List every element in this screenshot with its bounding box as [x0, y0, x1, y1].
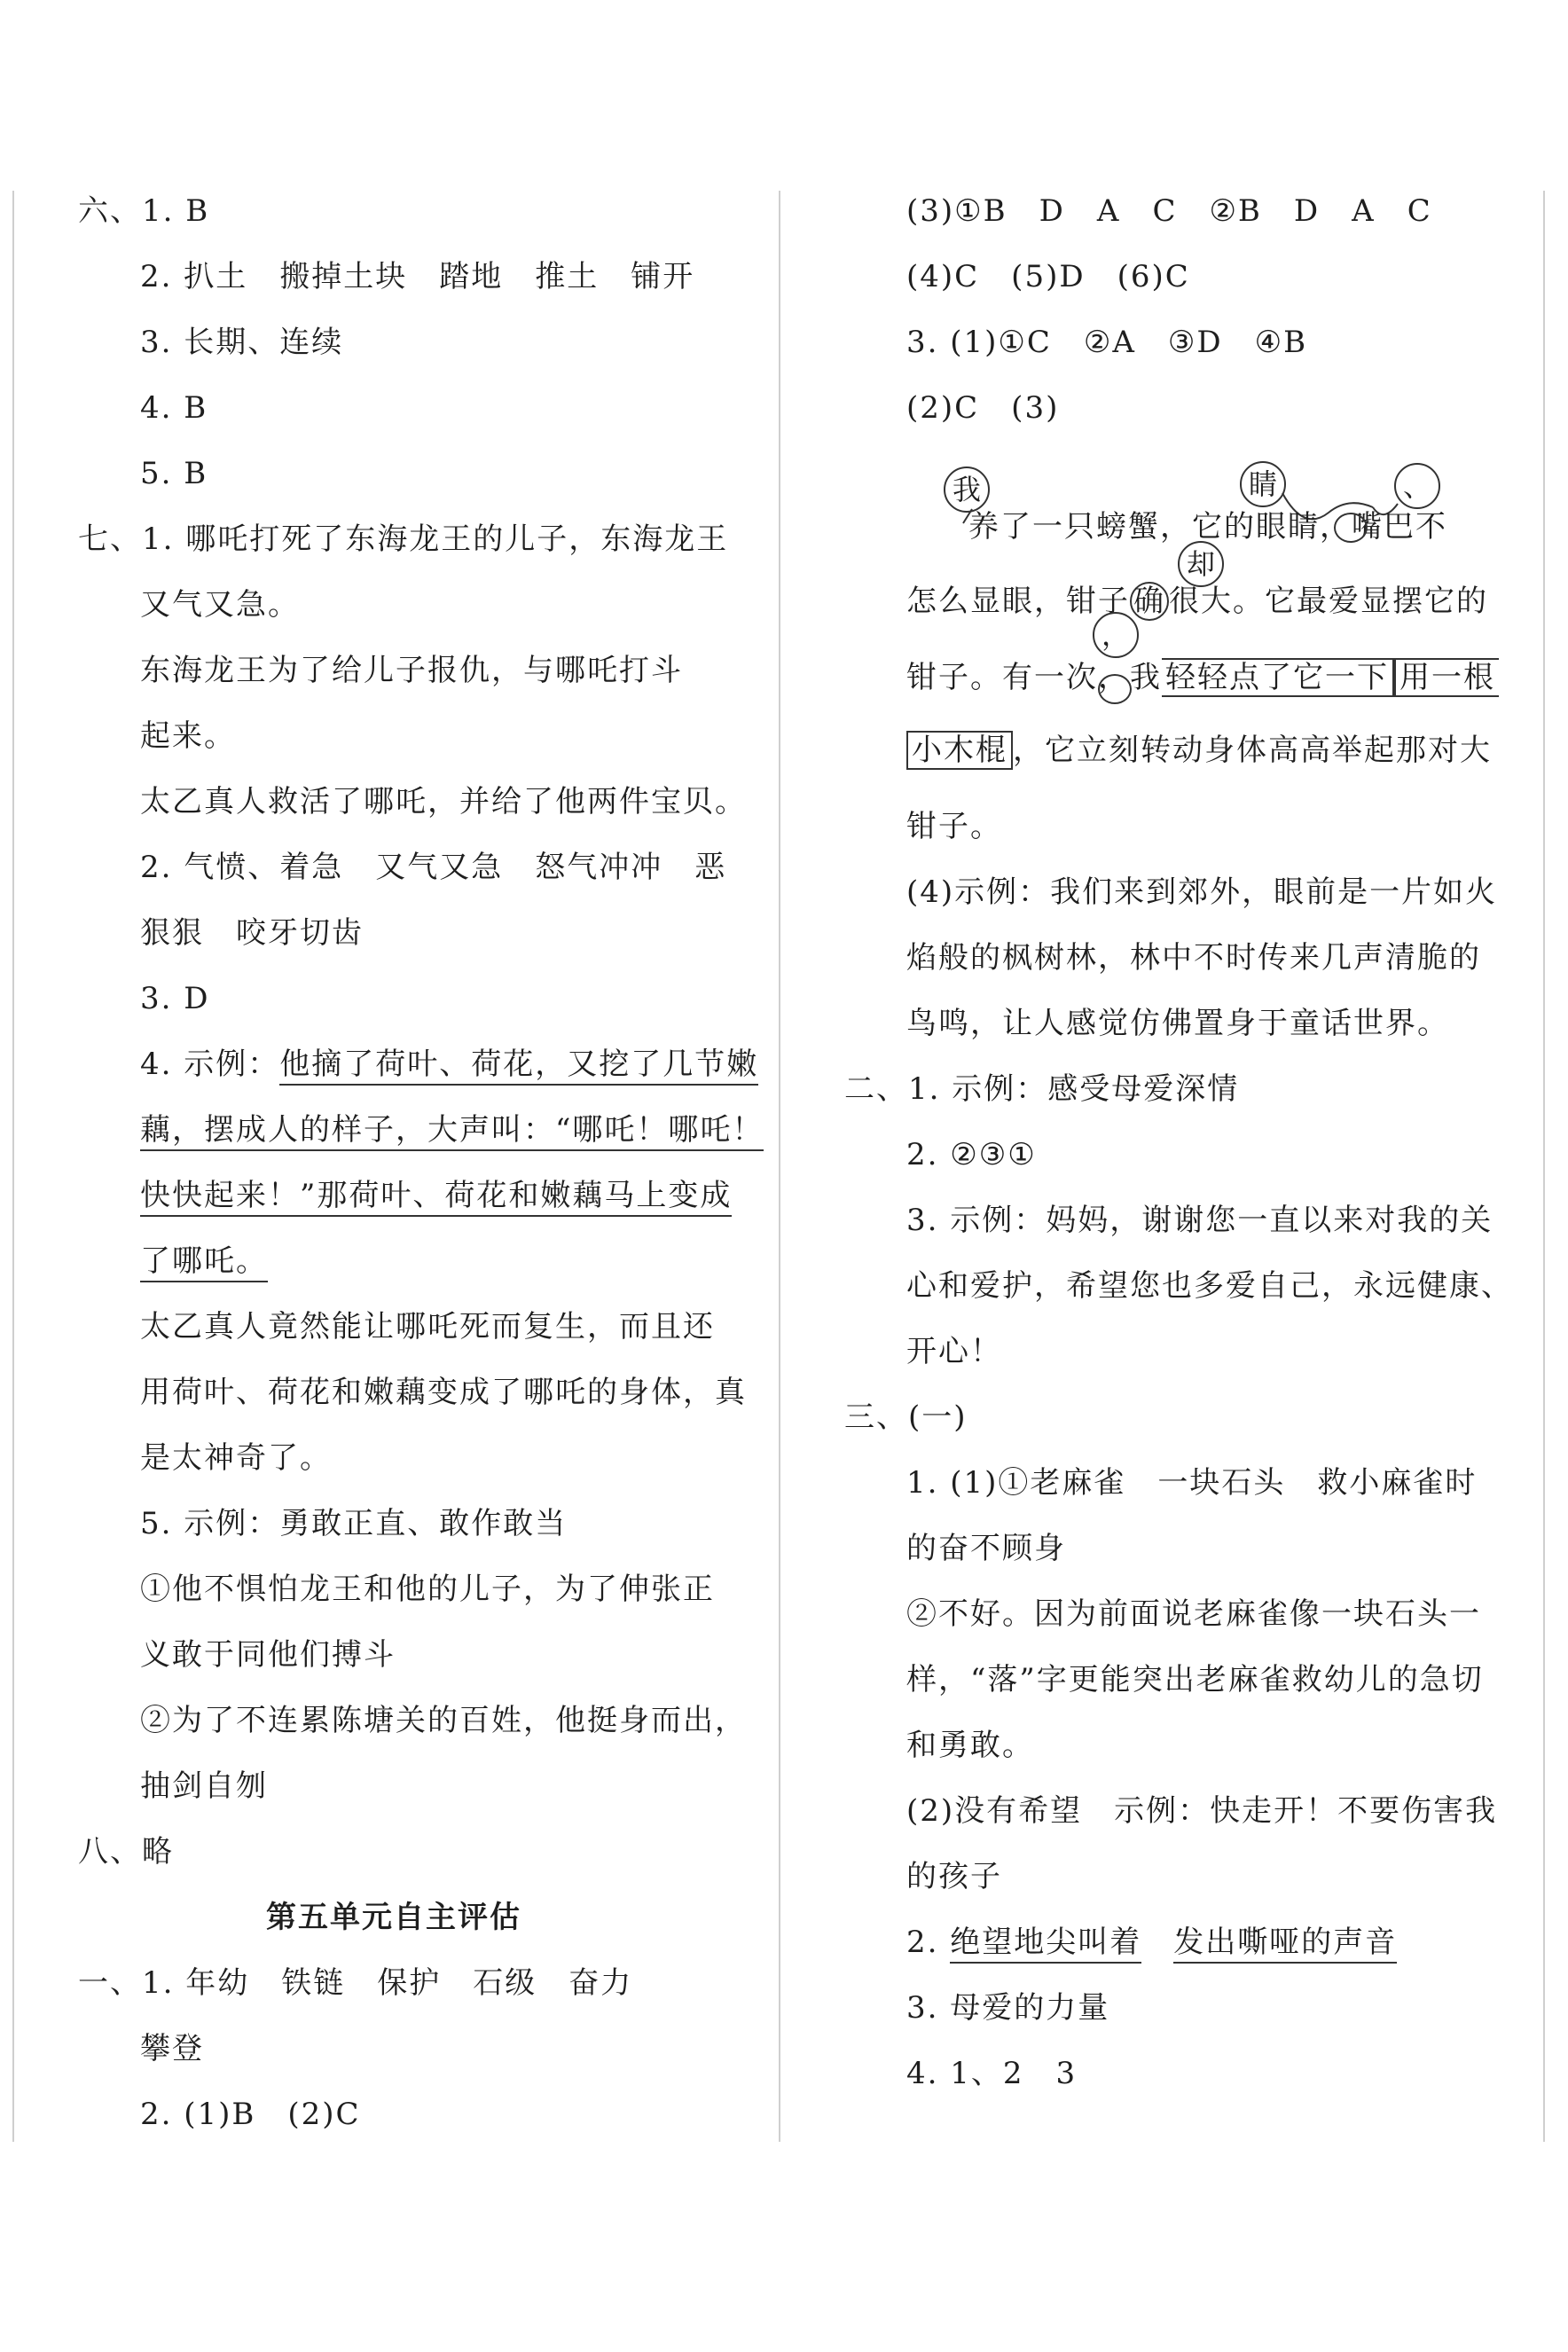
- answer-line: 焰般的枫树林，林中不时传来几声清脆的: [906, 940, 1481, 976]
- answer-line: [140, 1112, 764, 1148]
- inserted-punct-circle: 、: [1394, 463, 1440, 509]
- answer-line: (3)①B D A C ②B D A C: [906, 193, 1432, 229]
- answer-line: 1. (1)①老麻雀 一块石头 救小麻雀时: [906, 1465, 1478, 1501]
- answer-line: 4. B: [140, 390, 208, 426]
- passage-line: [906, 660, 1499, 695]
- answer-line: 鸟鸣，让人感觉仿佛置身于童话世界。: [906, 1006, 1449, 1041]
- answer-prefix: 2.: [906, 1925, 951, 1960]
- answer-line: [140, 1047, 758, 1082]
- answer-line: 2. ②③①: [906, 1137, 1037, 1172]
- answer-line: 攀登: [140, 2031, 204, 2066]
- corrected-char-circle: 睛: [1240, 461, 1286, 507]
- underlined-answer: 藕，摆成人的样子，大声叫：“哪吒！哪吒！: [140, 1112, 764, 1151]
- answer-line: 是太神奇了。: [140, 1440, 332, 1476]
- passage-line: 养了一只螃蟹，它的眼睛，嘴巴不: [968, 509, 1447, 545]
- answer-line: 七、1. 哪吒打死了东海龙王的儿子，东海龙王: [78, 521, 729, 557]
- answer-line: 的奋不顾身: [906, 1531, 1066, 1566]
- answer-line: 起来。: [140, 718, 236, 754]
- answer-line: 3. 长期、连续: [140, 325, 344, 360]
- answer-line: 用荷叶、荷花和嫩藕变成了哪吒的身体，真: [140, 1375, 747, 1410]
- answer-line: [140, 1243, 268, 1279]
- answer-line: 六、1. B: [78, 193, 210, 229]
- answer-prefix: 4. 示例：: [140, 1047, 280, 1082]
- deletion-mark: [1334, 513, 1368, 543]
- answer-line: 太乙真人竟然能让哪吒死而复生，而且还: [140, 1309, 715, 1345]
- answer-line: 5. 示例：勇敢正直、敢作敢当: [140, 1506, 568, 1541]
- underlined-answer: 他摘了荷叶、荷花，又挖了几节嫩: [279, 1047, 758, 1086]
- answer-line: 样，“落”字更能突出老麻雀救幼儿的急切: [906, 1662, 1484, 1697]
- answer-line: [140, 1178, 732, 1213]
- passage-line: 钳子。: [906, 809, 1002, 844]
- answer-line: 2. 扒土 搬掉土块 踏地 推土 铺开: [140, 259, 695, 294]
- answer-line: [906, 1925, 1397, 1960]
- answer-line: 3. D: [140, 981, 210, 1016]
- passage-text: ，它立刻转动身体高高举起那对大: [1013, 733, 1492, 768]
- inserted-punct-circle: ，: [1093, 612, 1139, 658]
- answer-line: (4)C (5)D (6)C: [906, 259, 1190, 294]
- answer-line: 八、略: [78, 1834, 174, 1870]
- answer-line: 又气又急。: [140, 587, 300, 623]
- section-title: 第五单元自主评估: [266, 1900, 521, 1935]
- answer-line: 5. B: [140, 456, 208, 491]
- answer-line: 二、1. 示例：感受母爱深情: [844, 1071, 1240, 1107]
- answer-line: 义敢于同他们搏斗: [140, 1637, 396, 1673]
- underlined-answer: 绝望地尖叫着: [950, 1925, 1141, 1964]
- answer-line: 3. 示例：妈妈，谢谢您一直以来对我的关: [906, 1203, 1494, 1238]
- answer-line: 东海龙王为了给儿子报仇，与哪吒打斗: [140, 653, 683, 688]
- moved-phrase: 小木棍: [906, 731, 1013, 770]
- passage-text: 怎么显眼，钳子: [906, 584, 1130, 619]
- underlined-answer: 快快起来！”那荷叶、荷花和嫩藕马上变成: [140, 1178, 732, 1217]
- answer-line: 三、(一): [844, 1399, 968, 1435]
- answer-line: 2. 气愤、着急 又气又急 怒气冲冲 恶: [140, 850, 727, 885]
- answer-line: 3. (1)①C ②A ③D ④B: [906, 325, 1308, 360]
- passage-line: [906, 584, 1488, 619]
- answer-line: (2)没有希望 示例：快走开！不要伤害我: [906, 1793, 1498, 1829]
- moved-phrase: 轻轻点了它一下: [1162, 658, 1394, 697]
- passage-text: 钳子。有一次，我: [906, 660, 1162, 695]
- passage-text: 很大。它最爱显摆它的: [1169, 584, 1488, 619]
- answer-line: 2. (1)B (2)C: [140, 2097, 361, 2132]
- answer-line: 开心！: [906, 1334, 1002, 1369]
- answer-line: 抽剑自刎: [140, 1768, 268, 1804]
- answer-line: 太乙真人救活了哪吒，并给了他两件宝贝。: [140, 784, 747, 819]
- answer-line: ①他不惧怕龙王和他的儿子，为了伸张正: [140, 1572, 715, 1607]
- answer-line: 狠狠 咬牙切齿: [140, 915, 364, 951]
- moved-phrase: 用一根: [1394, 658, 1499, 697]
- passage-line: [906, 733, 1492, 768]
- answer-line: (4)示例：我们来到郊外，眼前是一片如火: [906, 874, 1498, 910]
- insertion-mark: [1098, 674, 1132, 704]
- answer-line: ②不好。因为前面说老麻雀像一块石头一: [906, 1596, 1481, 1632]
- inserted-char-circle: 我: [944, 466, 990, 513]
- answer-line: 的孩子: [906, 1859, 1002, 1894]
- answer-line: ②为了不连累陈塘关的百姓，他挺身而出，: [140, 1703, 747, 1738]
- answer-line: 心和爱护，希望您也多爱自己，永远健康、: [906, 1268, 1513, 1304]
- answer-line: (2)C (3): [906, 390, 1060, 426]
- answer-line: 4. 1、2 3: [906, 2056, 1078, 2091]
- underlined-answer: 了哪吒。: [140, 1243, 268, 1282]
- answer-line: 3. 母爱的力量: [906, 1990, 1110, 2026]
- corrected-char-circle: 却: [1178, 541, 1224, 587]
- answer-line: 一、1. 年幼 铁链 保护 石级 奋力: [78, 1965, 633, 2001]
- struck-char: 确: [1130, 582, 1169, 621]
- answer-line: 和勇敢。: [906, 1728, 1034, 1763]
- underlined-answer: 发出嘶哑的声音: [1173, 1925, 1397, 1964]
